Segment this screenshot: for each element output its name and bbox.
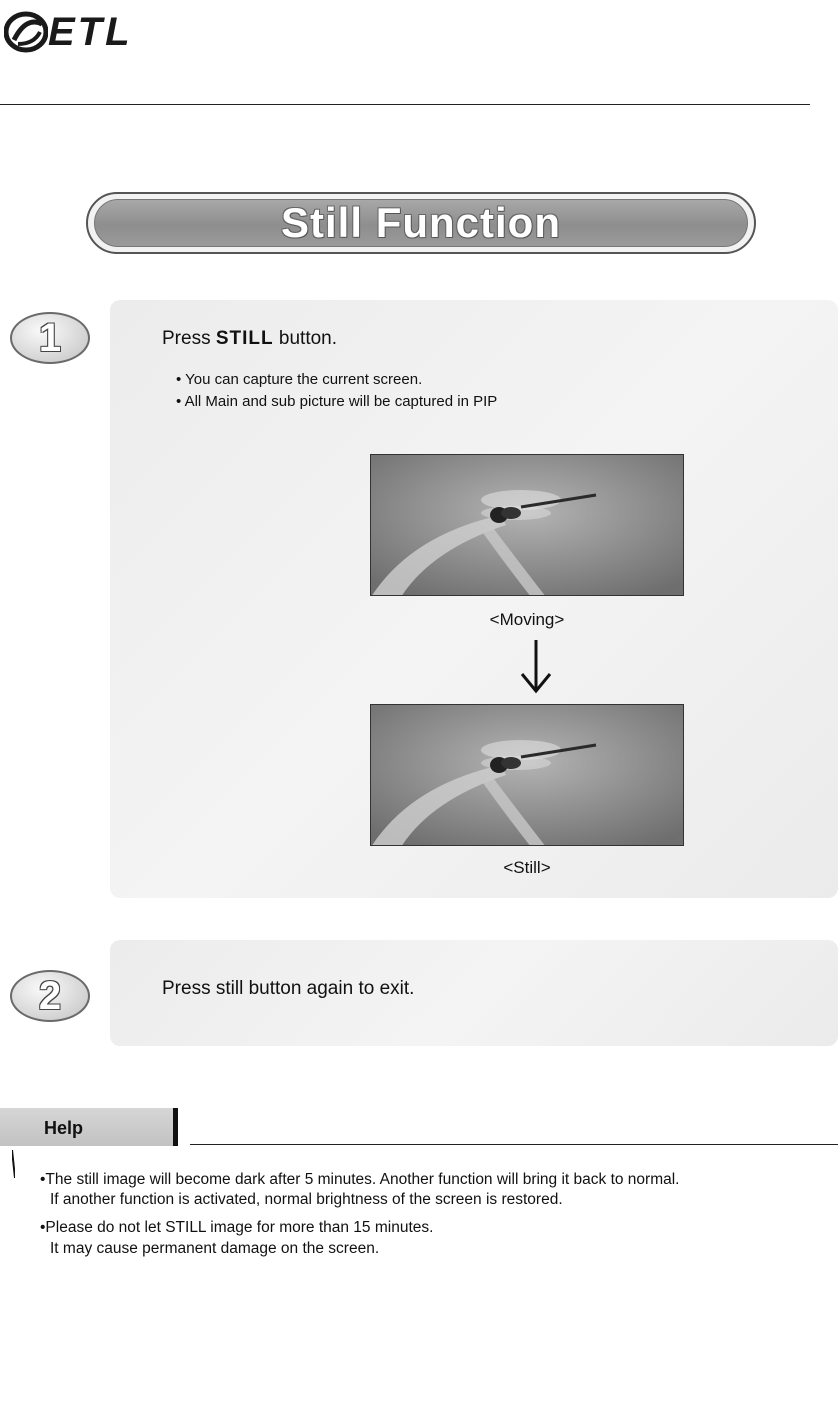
help-tab bbox=[0, 1108, 178, 1146]
logo-swirl-icon bbox=[4, 10, 48, 54]
help-divider bbox=[190, 1144, 838, 1145]
step2-instruction: Press still button again to exit. bbox=[162, 978, 415, 999]
title-banner bbox=[86, 192, 756, 254]
moving-screen-image bbox=[370, 454, 684, 596]
logo-text: ETL bbox=[48, 10, 133, 54]
step1-number-badge bbox=[10, 312, 90, 364]
still-screen-image bbox=[370, 704, 684, 846]
help-line-4: It may cause permanent damage on the screen. bbox=[50, 1240, 380, 1257]
step1-text-bold: STILL bbox=[215, 328, 274, 349]
moving-caption: <Moving> bbox=[489, 610, 565, 629]
step2-number-badge bbox=[10, 970, 90, 1022]
scan-mark-icon bbox=[12, 1150, 15, 1178]
step1-number: 1 bbox=[38, 316, 62, 360]
help-line-1: •The still image will become dark after 5 minutes. Another function will bring it back to normal. bbox=[40, 1171, 680, 1188]
step1-text-suffix: button. bbox=[273, 328, 338, 349]
step1-text-prefix: Press bbox=[162, 328, 216, 349]
page-title: Still Function bbox=[281, 199, 561, 246]
arrow-down-icon bbox=[519, 640, 553, 694]
step1-bullet-1: • You can capture the current screen. bbox=[176, 371, 423, 388]
etl-logo bbox=[4, 6, 164, 56]
step1-instruction bbox=[162, 328, 337, 350]
help-line-2: If another function is activated, normal brightness of the screen is restored. bbox=[50, 1191, 563, 1208]
still-caption: <Still> bbox=[503, 858, 551, 877]
help-label: Help bbox=[44, 1118, 84, 1138]
step2-number: 2 bbox=[38, 974, 62, 1018]
step1-bullet-2: • All Main and sub picture will be captured in PIP bbox=[176, 393, 498, 410]
header-divider bbox=[0, 104, 810, 105]
help-line-3: •Please do not let STILL image for more than 15 minutes. bbox=[40, 1219, 434, 1236]
